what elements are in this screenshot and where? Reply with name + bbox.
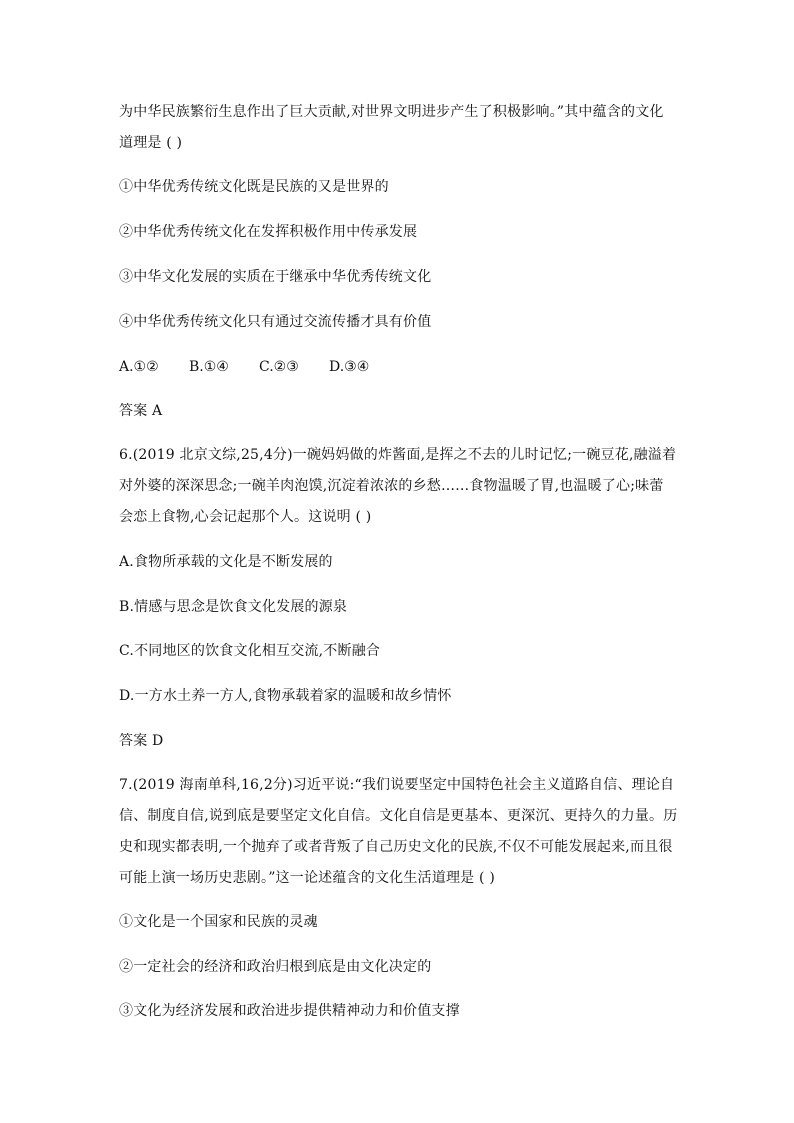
q5-stem-line-1: 为中华民族繁衍生息作出了巨大贡献,对世界文明进步产生了积极影响。”其中蕴含的文化 — [119, 104, 664, 120]
q6-answer: 答案 D — [119, 733, 164, 749]
q6-option-b: B.情感与思念是饮食文化发展的源泉 — [119, 599, 348, 615]
q6-stem-line-2: 对外婆的深深思念;一碗羊肉泡馍,沉淀着浓浓的乡愁……食物温暖了胃,也温暖了心;味蕾 — [119, 478, 664, 494]
q5-choice-b: B.①④ — [189, 359, 229, 375]
q6-option-d: D.一方水土养一方人,食物承载着家的温暖和故乡情怀 — [119, 688, 452, 704]
q5-choice-d: D.③④ — [329, 359, 370, 375]
q6-stem-line-3: 会恋上食物,心会记起那个人。这说明 ( ) — [119, 509, 372, 525]
q7-option-1: ①文化是一个国家和民族的灵魂 — [119, 914, 318, 930]
q7-stem-line-1: 7.(2019 海南单科,16,2分)习近平说:“我们说要坚定中国特色社会主义道路自信、理论自 — [119, 777, 675, 793]
q7-option-2: ②一定社会的经济和政治归根到底是由文化决定的 — [119, 959, 432, 975]
q6-option-c: C.不同地区的饮食文化相互交流,不断融合 — [119, 643, 381, 659]
q7-stem-line-4: 可能上演一场历史悲剧。”这一论述蕴含的文化生活道理是 ( ) — [119, 870, 495, 886]
q5-answer: 答案 A — [119, 403, 163, 419]
q5-option-1: ①中华优秀传统文化既是民族的又是世界的 — [119, 179, 389, 195]
q5-choices — [119, 357, 369, 377]
q5-option-2: ②中华优秀传统文化在发挥积极作用中传承发展 — [119, 224, 418, 240]
q5-option-4: ④中华优秀传统文化只有通过交流传播才具有价值 — [119, 314, 432, 330]
q6-option-a: A.食物所承载的文化是不断发展的 — [119, 554, 333, 570]
q7-stem-line-2: 信、制度自信,说到底是要坚定文化自信。文化自信是更基本、更深沉、更持久的力量。历 — [119, 808, 678, 824]
q5-choice-c: C.②③ — [259, 359, 299, 375]
q5-stem-line-2: 道理是 ( ) — [119, 135, 183, 151]
q5-option-3: ③中华文化发展的实质在于继承中华优秀传统文化 — [119, 269, 432, 285]
q6-stem-line-1: 6.(2019 北京文综,25,4分)一碗妈妈做的炸酱面,是挥之不去的儿时记忆;一碗豆花,融溢着 — [119, 447, 677, 463]
q7-option-3: ③文化为经济发展和政治进步提供精神动力和价值支撑 — [119, 1003, 460, 1019]
q5-choice-a: A.①② — [119, 359, 159, 375]
q7-stem-line-3: 史和现实都表明,一个抛弃了或者背叛了自己历史文化的民族,不仅不可能发展起来,而且很 — [119, 839, 673, 855]
